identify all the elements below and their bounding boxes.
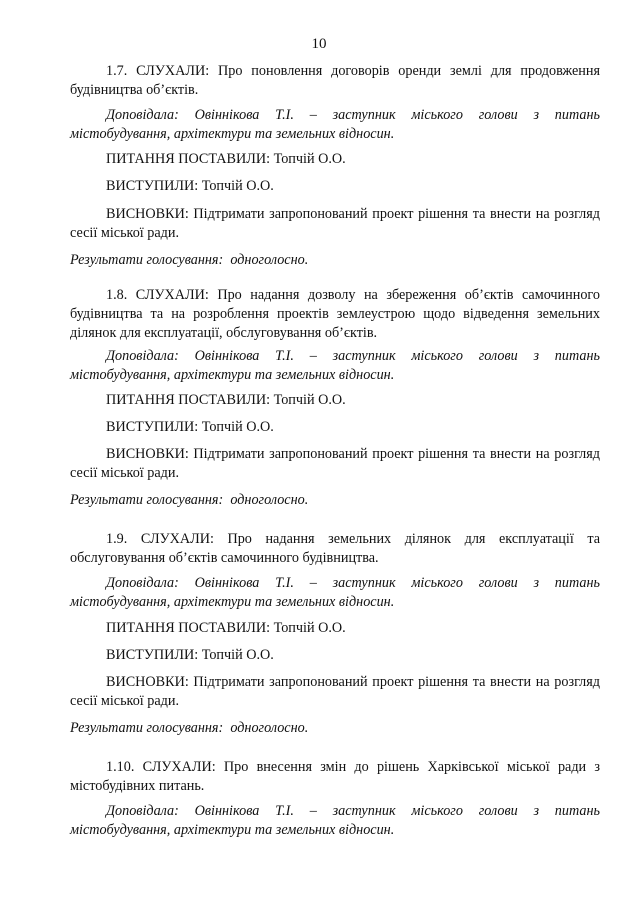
item-1-9-result <box>70 719 308 738</box>
result-label: Результати голосування: <box>70 252 224 268</box>
item-1-8-conclusions: ВИСНОВКИ: Підтримати запропонований проект рішення та внести на розгляд сесії міської ради. <box>70 446 600 481</box>
item-1-9-spoke: ВИСТУПИЛИ: Топчій О.О. <box>106 647 274 663</box>
item-1-10-heading: 1.10. СЛУХАЛИ: Про внесення змін до рішень Харківської міської ради з містобудівних питань. <box>70 759 600 794</box>
item-1-7-reporter: Доповідала: Овіннікова Т.І. – заступник міського голови з питань містобудування, архітектури та земельних відносин. <box>70 107 600 142</box>
item-1-9-questions: ПИТАННЯ ПОСТАВИЛИ: Топчій О.О. <box>106 620 346 636</box>
result-value: одноголосно. <box>230 252 309 268</box>
item-1-7-result <box>70 251 308 270</box>
item-1-9-reporter: Доповідала: Овіннікова Т.І. – заступник міського голови з питань містобудування, архітектури та земельних відносин. <box>70 575 600 610</box>
item-1-7-conclusions: ВИСНОВКИ: Підтримати запропонований проект рішення та внести на розгляд сесії міської ради. <box>70 206 600 241</box>
item-1-8-result <box>70 491 308 510</box>
item-1-7-questions: ПИТАННЯ ПОСТАВИЛИ: Топчій О.О. <box>106 151 346 167</box>
item-1-7-heading: 1.7. СЛУХАЛИ: Про поновлення договорів оренди землі для продовження будівництва об’єктів. <box>70 63 600 98</box>
item-1-9-conclusions: ВИСНОВКИ: Підтримати запропонований проект рішення та внести на розгляд сесії міської ради. <box>70 674 600 709</box>
result-value: одноголосно. <box>230 492 309 508</box>
page-number: 10 <box>311 36 327 52</box>
item-1-8-heading: 1.8. СЛУХАЛИ: Про надання дозволу на збереження об’єктів самочинного будівництва та на розроблення проектів землеустрою щодо відведення земельних ділянок для експлуатації, обслуговування об’єктів. <box>70 287 600 341</box>
result-label: Результати голосування: <box>70 720 224 736</box>
item-1-8-reporter: Доповідала: Овіннікова Т.І. – заступник міського голови з питань містобудування, архітектури та земельних відносин. <box>70 348 600 383</box>
item-1-8-spoke: ВИСТУПИЛИ: Топчій О.О. <box>106 419 274 435</box>
item-1-9-heading: 1.9. СЛУХАЛИ: Про надання земельних ділянок для експлуатації та обслуговування об’єктів самочинного будівництва. <box>70 531 600 566</box>
item-1-8-questions: ПИТАННЯ ПОСТАВИЛИ: Топчій О.О. <box>106 392 346 408</box>
item-1-7-spoke: ВИСТУПИЛИ: Топчій О.О. <box>106 178 274 194</box>
result-value: одноголосно. <box>230 720 309 736</box>
result-label: Результати голосування: <box>70 492 224 508</box>
item-1-10-reporter: Доповідала: Овіннікова Т.І. – заступник міського голови з питань містобудування, архітектури та земельних відносин. <box>70 803 600 838</box>
